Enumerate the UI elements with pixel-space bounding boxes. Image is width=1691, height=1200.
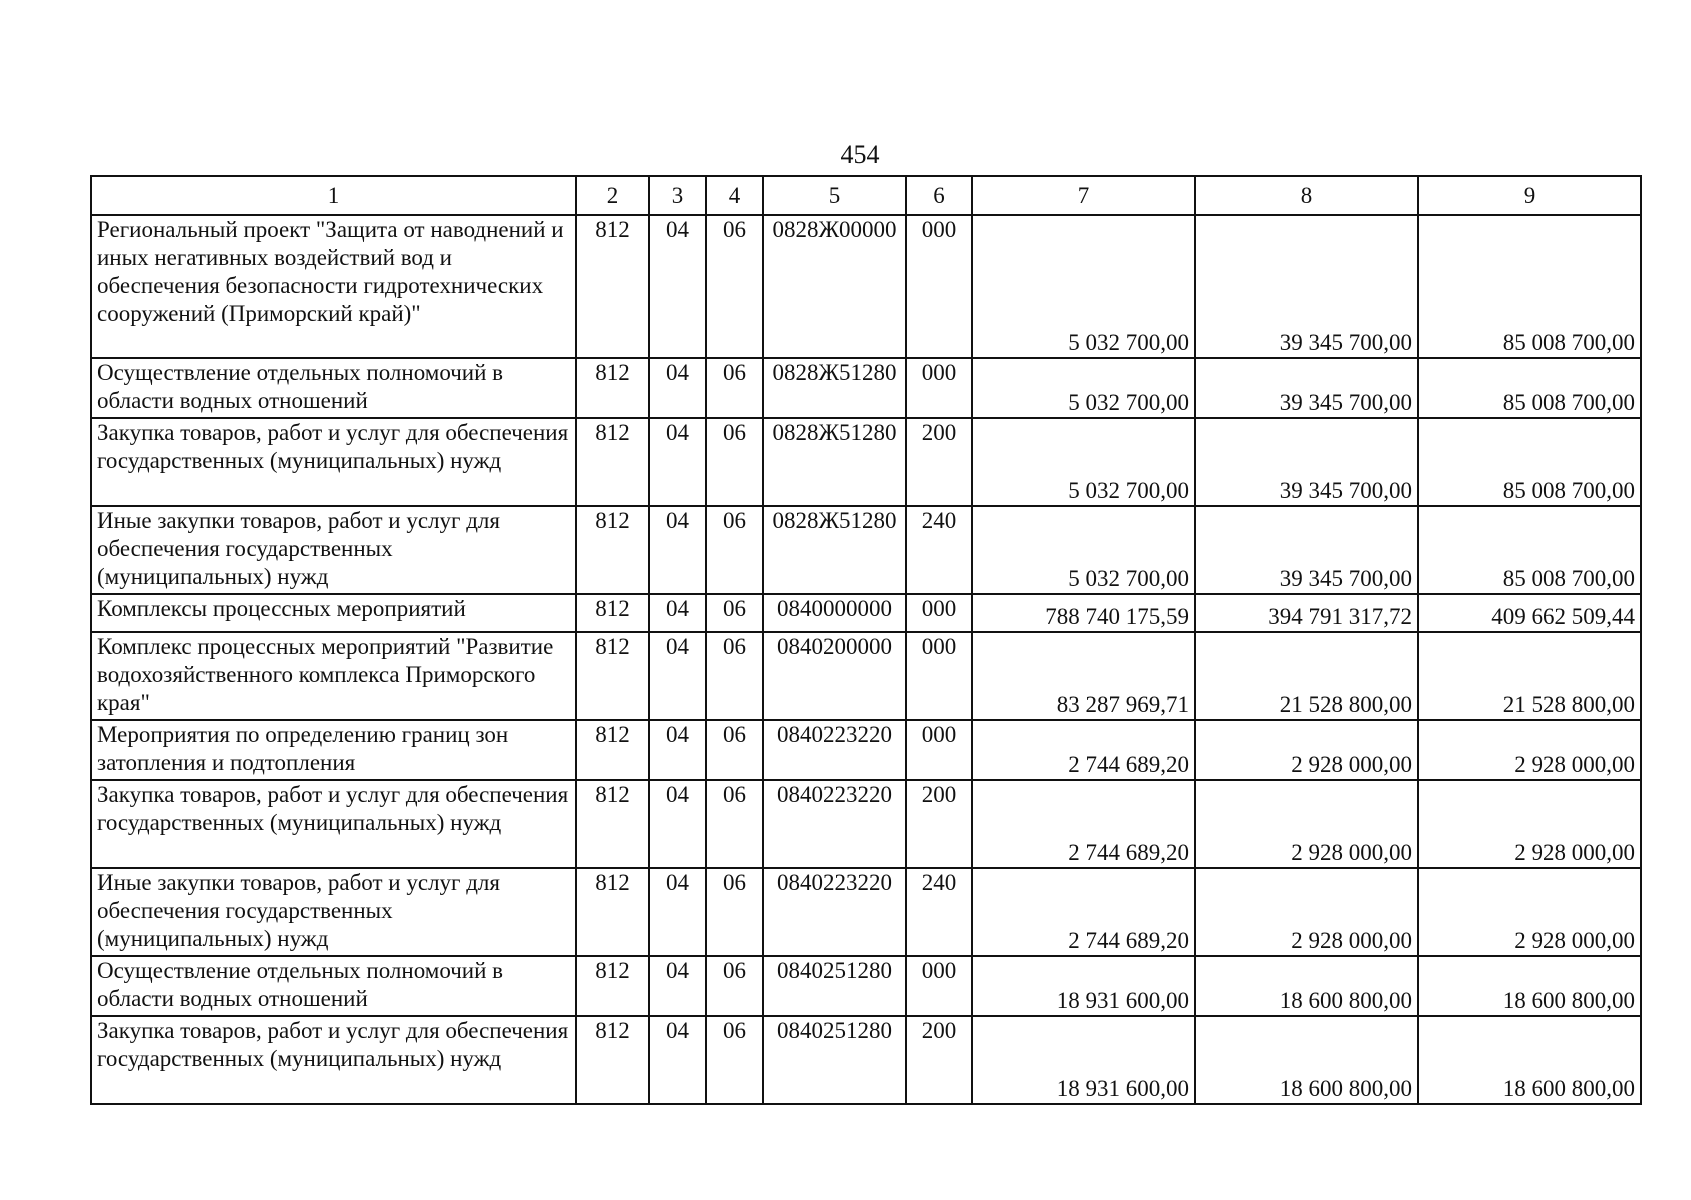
table-row <box>91 1016 1641 1104</box>
sum-cell-7: 18 931 600,00 <box>972 1016 1195 1104</box>
name-cell: Мероприятия по определению границ зон затопления и подтопления <box>91 720 576 780</box>
section-cell: 04 <box>649 1016 706 1104</box>
table-row <box>91 868 1641 956</box>
section-cell: 04 <box>649 215 706 358</box>
table-row <box>91 594 1641 632</box>
kvsr-cell: 812 <box>576 358 649 418</box>
name-cell: Осуществление отдельных полномочий в области водных отношений <box>91 358 576 418</box>
expense-type-cell: 000 <box>906 956 972 1016</box>
sum-cell-7: 2 744 689,20 <box>972 780 1195 868</box>
section-cell: 04 <box>649 956 706 1016</box>
header-cell-2: 2 <box>576 176 649 215</box>
section-cell: 04 <box>649 780 706 868</box>
header-cell-4: 4 <box>706 176 763 215</box>
sum-cell-7: 5 032 700,00 <box>972 215 1195 358</box>
header-cell-8: 8 <box>1195 176 1418 215</box>
target-article-cell: 0828Ж00000 <box>763 215 906 358</box>
table-row <box>91 506 1641 594</box>
sum-cell-9: 85 008 700,00 <box>1418 215 1641 358</box>
sum-cell-8: 39 345 700,00 <box>1195 358 1418 418</box>
name-cell: Региональный проект "Защита от наводнений и иных негативных воздействий вод и обеспечения безопасности гидротехнических сооружений (Приморский край)" <box>91 215 576 358</box>
sum-cell-9: 409 662 509,44 <box>1418 594 1641 632</box>
target-article-cell: 0840000000 <box>763 594 906 632</box>
page-number: 454 <box>840 140 880 169</box>
table-row <box>91 418 1641 506</box>
sum-cell-7: 5 032 700,00 <box>972 418 1195 506</box>
sum-cell-8: 39 345 700,00 <box>1195 506 1418 594</box>
expense-type-cell: 000 <box>906 632 972 720</box>
kvsr-cell: 812 <box>576 215 649 358</box>
subsection-cell: 06 <box>706 780 763 868</box>
header-cell-3: 3 <box>649 176 706 215</box>
expense-type-cell: 200 <box>906 1016 972 1104</box>
name-cell: Закупка товаров, работ и услуг для обеспечения государственных (муниципальных) нужд <box>91 418 576 506</box>
kvsr-cell: 812 <box>576 506 649 594</box>
name-cell: Осуществление отдельных полномочий в области водных отношений <box>91 956 576 1016</box>
sum-cell-8: 21 528 800,00 <box>1195 632 1418 720</box>
name-cell: Закупка товаров, работ и услуг для обеспечения государственных (муниципальных) нужд <box>91 780 576 868</box>
sum-cell-8: 394 791 317,72 <box>1195 594 1418 632</box>
kvsr-cell: 812 <box>576 594 649 632</box>
subsection-cell: 06 <box>706 956 763 1016</box>
target-article-cell: 0828Ж51280 <box>763 358 906 418</box>
kvsr-cell: 812 <box>576 780 649 868</box>
table-row <box>91 632 1641 720</box>
section-cell: 04 <box>649 594 706 632</box>
target-article-cell: 0828Ж51280 <box>763 418 906 506</box>
sum-cell-8: 2 928 000,00 <box>1195 780 1418 868</box>
sum-cell-9: 85 008 700,00 <box>1418 358 1641 418</box>
kvsr-cell: 812 <box>576 418 649 506</box>
expense-type-cell: 000 <box>906 358 972 418</box>
name-cell: Комплексы процессных мероприятий <box>91 594 576 632</box>
subsection-cell: 06 <box>706 506 763 594</box>
header-cell-1: 1 <box>91 176 576 215</box>
sum-cell-7: 2 744 689,20 <box>972 868 1195 956</box>
sum-cell-8: 18 600 800,00 <box>1195 1016 1418 1104</box>
sum-cell-9: 85 008 700,00 <box>1418 506 1641 594</box>
sum-cell-7: 5 032 700,00 <box>972 506 1195 594</box>
section-cell: 04 <box>649 418 706 506</box>
section-cell: 04 <box>649 632 706 720</box>
sum-cell-9: 21 528 800,00 <box>1418 632 1641 720</box>
header-cell-9: 9 <box>1418 176 1641 215</box>
sum-cell-7: 83 287 969,71 <box>972 632 1195 720</box>
section-cell: 04 <box>649 358 706 418</box>
table-row <box>91 780 1641 868</box>
sum-cell-9: 2 928 000,00 <box>1418 780 1641 868</box>
target-article-cell: 0828Ж51280 <box>763 506 906 594</box>
kvsr-cell: 812 <box>576 868 649 956</box>
header-cell-7: 7 <box>972 176 1195 215</box>
expense-type-cell: 000 <box>906 215 972 358</box>
sum-cell-8: 39 345 700,00 <box>1195 418 1418 506</box>
table-row <box>91 358 1641 418</box>
subsection-cell: 06 <box>706 868 763 956</box>
sum-cell-9: 2 928 000,00 <box>1418 720 1641 780</box>
table-header-row <box>91 176 1641 215</box>
header-cell-6: 6 <box>906 176 972 215</box>
sum-cell-7: 18 931 600,00 <box>972 956 1195 1016</box>
target-article-cell: 0840251280 <box>763 1016 906 1104</box>
sum-cell-8: 18 600 800,00 <box>1195 956 1418 1016</box>
kvsr-cell: 812 <box>576 720 649 780</box>
kvsr-cell: 812 <box>576 1016 649 1104</box>
subsection-cell: 06 <box>706 720 763 780</box>
target-article-cell: 0840223220 <box>763 780 906 868</box>
sum-cell-8: 2 928 000,00 <box>1195 868 1418 956</box>
section-cell: 04 <box>649 720 706 780</box>
section-cell: 04 <box>649 506 706 594</box>
subsection-cell: 06 <box>706 215 763 358</box>
table-row <box>91 215 1641 358</box>
target-article-cell: 0840200000 <box>763 632 906 720</box>
expense-type-cell: 240 <box>906 506 972 594</box>
expense-type-cell: 000 <box>906 720 972 780</box>
name-cell: Закупка товаров, работ и услуг для обеспечения государственных (муниципальных) нужд <box>91 1016 576 1104</box>
sum-cell-9: 85 008 700,00 <box>1418 418 1641 506</box>
header-cell-5: 5 <box>763 176 906 215</box>
subsection-cell: 06 <box>706 418 763 506</box>
target-article-cell: 0840223220 <box>763 720 906 780</box>
kvsr-cell: 812 <box>576 632 649 720</box>
sum-cell-7: 5 032 700,00 <box>972 358 1195 418</box>
section-cell: 04 <box>649 868 706 956</box>
expense-type-cell: 200 <box>906 780 972 868</box>
subsection-cell: 06 <box>706 594 763 632</box>
name-cell: Иные закупки товаров, работ и услуг для обеспечения государственных (муниципальных) нужд <box>91 868 576 956</box>
table-row <box>91 720 1641 780</box>
expense-type-cell: 200 <box>906 418 972 506</box>
sum-cell-9: 18 600 800,00 <box>1418 956 1641 1016</box>
target-article-cell: 0840223220 <box>763 868 906 956</box>
subsection-cell: 06 <box>706 632 763 720</box>
sum-cell-7: 788 740 175,59 <box>972 594 1195 632</box>
sum-cell-9: 18 600 800,00 <box>1418 1016 1641 1104</box>
sum-cell-7: 2 744 689,20 <box>972 720 1195 780</box>
name-cell: Иные закупки товаров, работ и услуг для обеспечения государственных (муниципальных) нужд <box>91 506 576 594</box>
sum-cell-8: 39 345 700,00 <box>1195 215 1418 358</box>
expense-type-cell: 000 <box>906 594 972 632</box>
sum-cell-8: 2 928 000,00 <box>1195 720 1418 780</box>
target-article-cell: 0840251280 <box>763 956 906 1016</box>
subsection-cell: 06 <box>706 358 763 418</box>
kvsr-cell: 812 <box>576 956 649 1016</box>
expense-type-cell: 240 <box>906 868 972 956</box>
name-cell: Комплекс процессных мероприятий "Развитие водохозяйственного комплекса Приморского края" <box>91 632 576 720</box>
budget-table <box>90 175 1642 1105</box>
subsection-cell: 06 <box>706 1016 763 1104</box>
sum-cell-9: 2 928 000,00 <box>1418 868 1641 956</box>
table-row <box>91 956 1641 1016</box>
